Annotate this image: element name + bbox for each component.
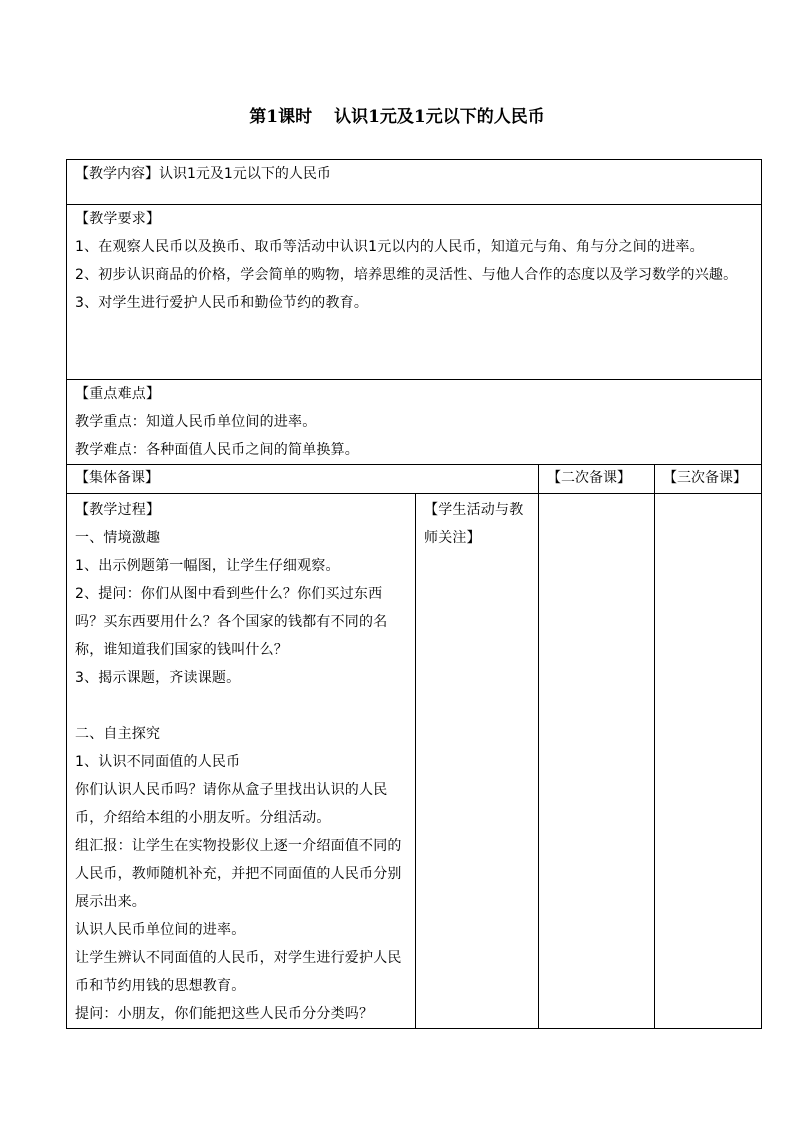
key-points-cell [67, 380, 762, 465]
process-line: 1、认识不同面值的人民币 [75, 754, 241, 770]
prep-header-row [67, 465, 762, 494]
process-line: 让学生辨认不同面值的人民币，对学生进行爱护人民币和节约用钱的思想教育。 [75, 950, 402, 994]
process-line: 组汇报：让学生在实物投影仪上逐一介绍面值不同的人民币，教师随机补充，并把不同面值的人民币分别展示出来。 [75, 838, 402, 910]
key-focus: 教学重点：知道人民币单位间的进率。 [75, 414, 317, 430]
third-prep-cell [655, 494, 762, 1029]
collective-prep-header: 【集体备课】 [67, 465, 539, 494]
third-prep-header: 【三次备课】 [655, 465, 762, 494]
teaching-content-text: 认识1元及1元以下的人民币 [159, 166, 331, 182]
process-row [67, 494, 762, 1029]
lesson-number: 第1课时 [249, 107, 313, 127]
process-line: 1、出示例题第一幅图，让学生仔细观察。 [75, 558, 340, 574]
key-points-row [67, 380, 762, 465]
key-difficulty: 教学难点：各种面值人民币之间的简单换算。 [75, 442, 359, 458]
teaching-requirements-label: 【教学要求】 [75, 211, 161, 227]
teaching-requirements-row [67, 205, 762, 380]
requirement-item: 1、在观察人民币以及换币、取币等活动中认识1元以内的人民币，知道元与角、角与分之间的进率。 [75, 239, 704, 255]
second-prep-header: 【二次备课】 [539, 465, 655, 494]
process-line: 二、自主探究 [75, 726, 161, 742]
teaching-requirements-cell [67, 205, 762, 380]
requirement-item: 2、初步认识商品的价格，学会简单的购物，培养思维的灵活性、与他人合作的态度以及学习数学的兴趣。 [75, 267, 738, 283]
teaching-process-cell [67, 494, 416, 1029]
second-prep-cell [539, 494, 655, 1029]
teaching-content-cell [67, 160, 762, 205]
process-line: 一、情境激趣 [75, 530, 161, 546]
process-line: 你们认识人民币吗？请你从盒子里找出认识的人民币，介绍给本组的小朋友听。分组活动。 [75, 782, 388, 826]
teaching-process-label: 【教学过程】 [75, 502, 161, 518]
lesson-topic: 认识1元及1元以下的人民币 [334, 107, 545, 127]
teaching-content-label: 【教学内容】 [75, 166, 159, 182]
key-points-label: 【重点难点】 [75, 386, 161, 402]
process-line: 提问：小朋友，你们能把这些人民币分分类吗？ [75, 1006, 374, 1022]
teaching-content-row [67, 160, 762, 205]
process-line: 认识人民币单位间的进率。 [75, 922, 246, 938]
page-title [0, 105, 794, 129]
process-line: 2、提问：你们从图中看到些什么？你们买过东西吗？买东西要用什么？各个国家的钱都有不同的名称，谁知道我们国家的钱叫什么？ [75, 586, 388, 658]
process-blank-line [75, 692, 407, 720]
requirement-item: 3、对学生进行爱护人民币和勤俭节约的教育。 [75, 295, 369, 311]
student-activity-cell [416, 494, 539, 1029]
lesson-plan-table [66, 159, 762, 1029]
process-line: 3、揭示课题，齐读课题。 [75, 670, 241, 686]
student-activity-label: 【学生活动与教师关注】 [424, 502, 524, 546]
